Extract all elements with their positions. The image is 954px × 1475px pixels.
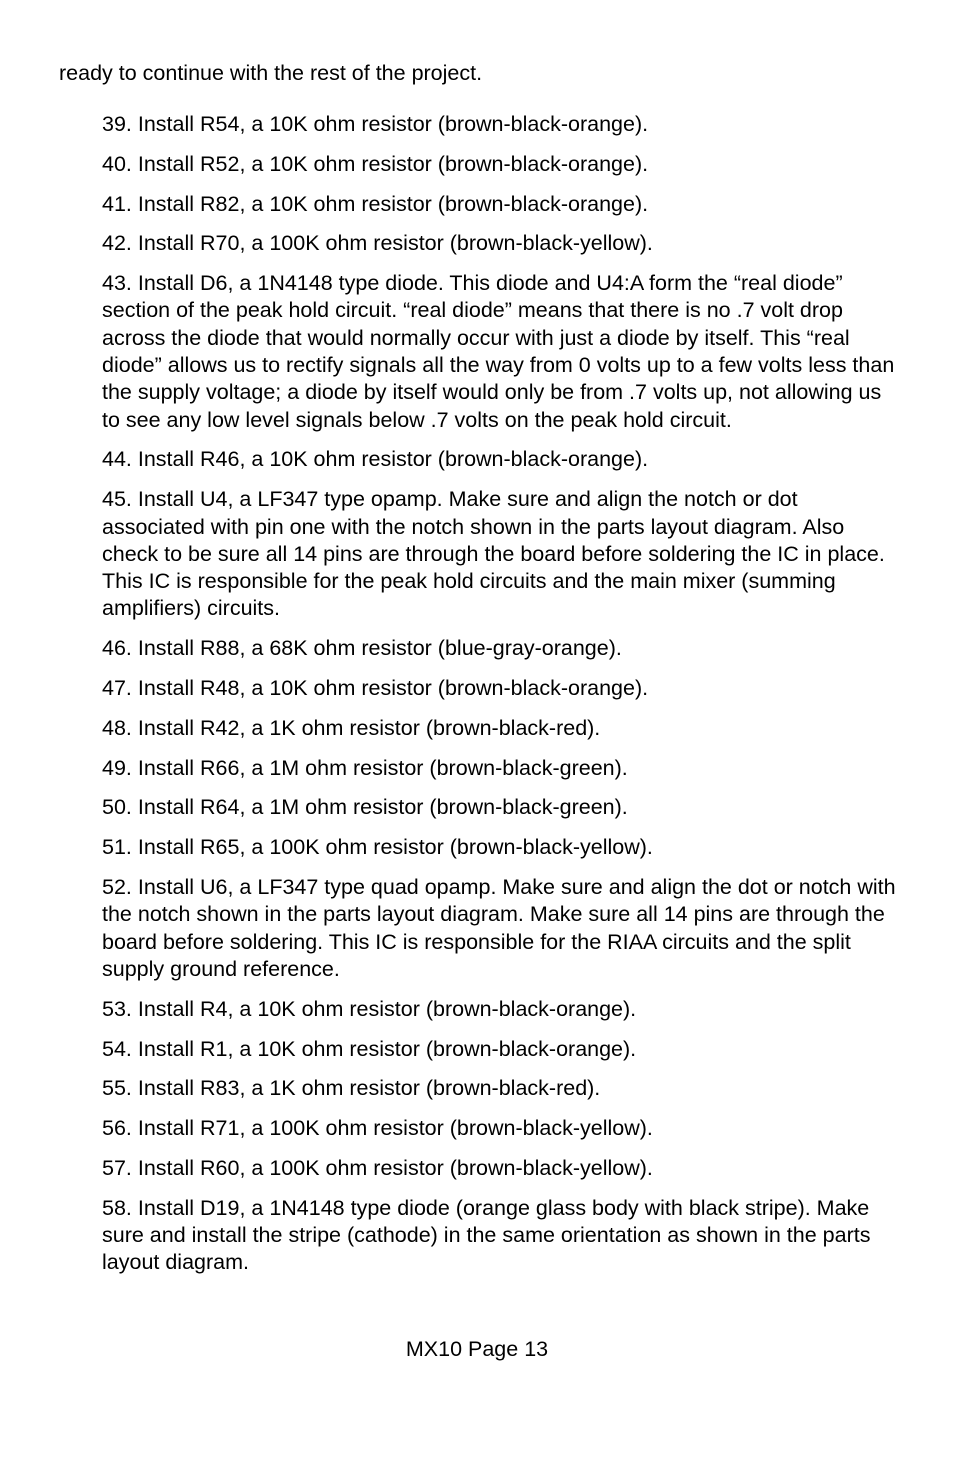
step-48: 48. Install R42, a 1K ohm resistor (brown-black-red). [102, 715, 601, 740]
step-49: 49. Install R66, a 1M ohm resistor (brown-black-green). [102, 755, 628, 780]
page-footer: MX10 Page 13 [405, 1337, 549, 1361]
step-44: 44. Install R46, a 10K ohm resistor (brown-black-orange). [102, 447, 649, 472]
step-55: 55. Install R83, a 1K ohm resistor (brown-black-red). [102, 1076, 601, 1101]
step-57: 57. Install R60, a 100K ohm resistor (brown-black-yellow). [102, 1155, 653, 1180]
step-52: 52. Install U6, a LF347 type quad opamp. Make sure and align the dot or notch with the notch shown in the parts layout diagram. Make sure all 14 pins are through the board before soldering. This IC is responsible for the RIAA circuits and the split supply ground reference. [102, 875, 896, 981]
step-51: 51. Install R65, a 100K ohm resistor (brown-black-yellow). [102, 835, 653, 860]
step-45: 45. Install U4, a LF347 type opamp. Make sure and align the notch or dot associated with pin one with the notch shown in the parts layout diagram. Also check to be sure all 14 pins are through the board before soldering the IC in place. This IC is responsible for the peak hold circuits and the main mixer (summing amplifiers) circuits. [102, 487, 885, 621]
step-46: 46. Install R88, a 68K ohm resistor (blue-gray-orange). [102, 636, 622, 661]
intro-text: ready to continue with the rest of the project. [59, 61, 483, 85]
assembly-steps-list [102, 111, 902, 1289]
step-41: 41. Install R82, a 10K ohm resistor (brown-black-orange). [102, 191, 649, 216]
step-47: 47. Install R48, a 10K ohm resistor (brown-black-orange). [102, 676, 649, 701]
step-42: 42. Install R70, a 100K ohm resistor (brown-black-yellow). [102, 231, 653, 256]
step-53: 53. Install R4, a 10K ohm resistor (brown-black-orange). [102, 996, 637, 1021]
step-39: 39. Install R54, a 10K ohm resistor (brown-black-orange). [102, 112, 649, 136]
step-58: 58. Install D19, a 1N4148 type diode (orange glass body with black stripe). Make sure and install the stripe (cathode) in the same orientation as shown in the parts layout diagram. [102, 1195, 871, 1275]
step-43: 43. Install D6, a 1N4148 type diode. This diode and U4:A form the “real diode” section of the peak hold circuit. “real diode” means that there is no .7 volt drop across the diode that would normally occur with just a diode by itself. This “real diode” allows us to rectify signals all the way from 0 volts up to a few volts less than the supply voltage; a diode by itself would only be from .7 volts up, not allowing us to see any low level signals below .7 volts on the peak hold circuit. [102, 271, 895, 432]
step-40: 40. Install R52, a 10K ohm resistor (brown-black-orange). [102, 151, 649, 176]
step-54: 54. Install R1, a 10K ohm resistor (brown-black-orange). [102, 1036, 637, 1061]
step-56: 56. Install R71, a 100K ohm resistor (brown-black-yellow). [102, 1116, 653, 1141]
step-50: 50. Install R64, a 1M ohm resistor (brown-black-green). [102, 795, 628, 820]
